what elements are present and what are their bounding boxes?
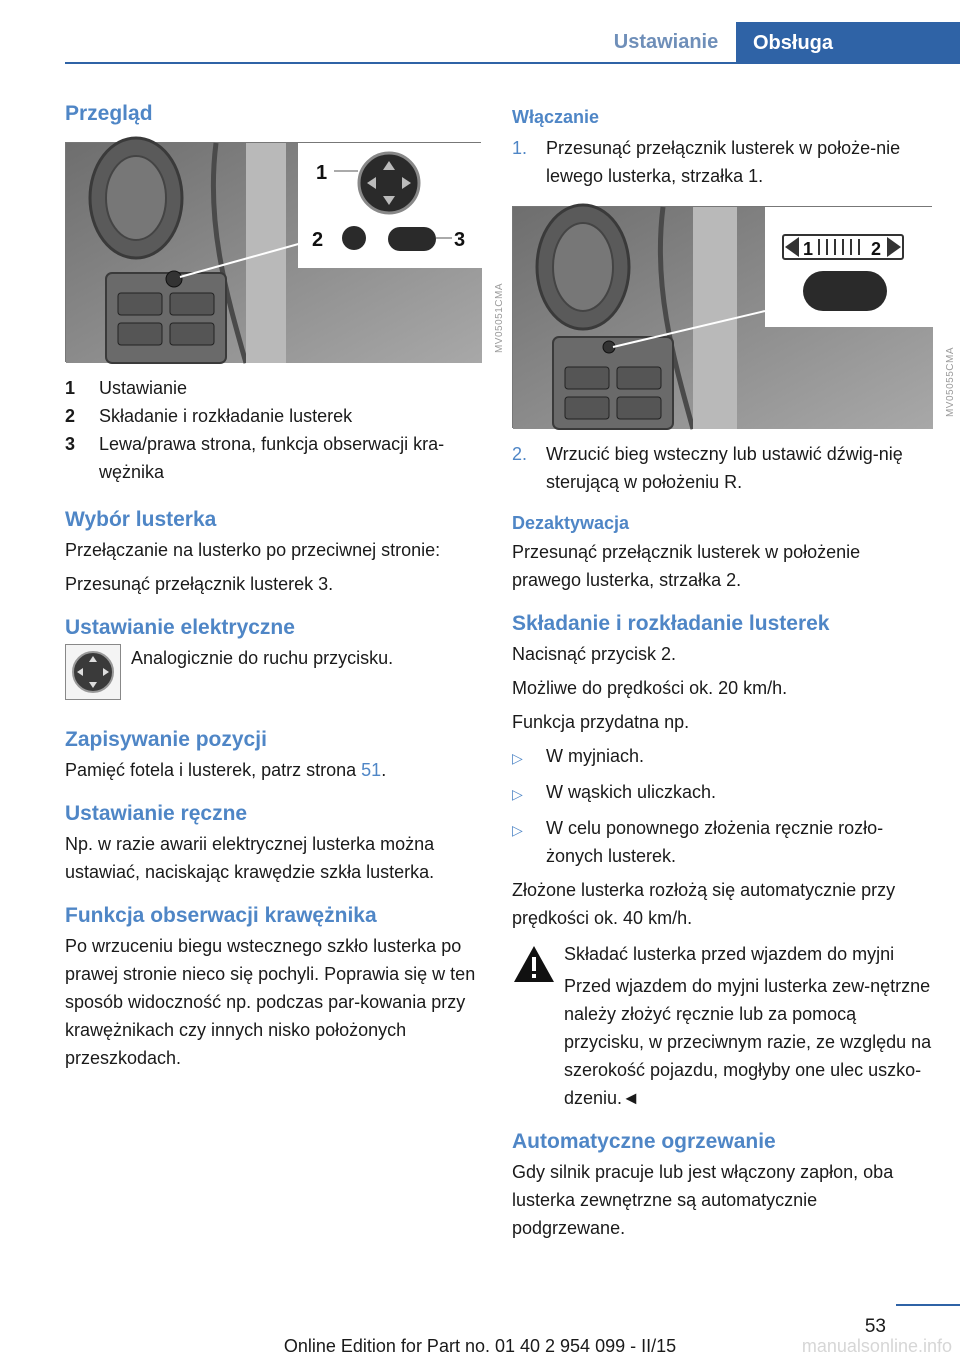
- fold-text-3: Funkcja przydatna np.: [512, 712, 690, 732]
- fold-text-1: Nacisnąć przycisk 2.: [512, 644, 677, 664]
- figure1-label-1: 1: [316, 162, 328, 184]
- heating-text: Gdy silnik pracuje lub jest włączony zapłon, oba lusterka zewnętrzne są automatycznie podgrzewane.: [512, 1162, 894, 1238]
- electric-adjust-text: Analogicznie do ruchu przycisku.: [131, 648, 394, 668]
- figure1-legend: [65, 374, 480, 486]
- curb-function-title: Funkcja obserwacji krawężnika: [65, 904, 377, 927]
- select-mirror-title: Wybór lusterka: [65, 508, 217, 531]
- edition-text: Online Edition for Part no. 01 40 2 954 099 - II/15: [283, 1336, 677, 1356]
- list-item: ▷ W celu ponownego złożenia ręcznie rozło-żonych lusterek.: [512, 814, 932, 870]
- select-mirror-text-1: Przełączanie na lusterko po przeciwnej stronie:: [65, 540, 441, 560]
- electric-adjust-row: [65, 644, 480, 700]
- fold-text-2: Możliwe do prędkości ok. 20 km/h.: [512, 678, 788, 698]
- legend-item: 3 Lewa/prawa strona, funkcja obserwacji kra-wężnika: [65, 434, 445, 482]
- figure2-label-2: 2: [871, 239, 882, 259]
- door-panel-illustration: [66, 143, 482, 363]
- figure2-code: MV05055CMA: [945, 347, 956, 418]
- triangle-bullet-icon: ▷: [512, 786, 523, 802]
- list-item: ▷ W wąskich uliczkach.: [512, 778, 932, 808]
- page-link-51[interactable]: 51: [361, 760, 382, 780]
- watermark: manualsonline.info: [801, 1336, 952, 1356]
- page-number: 53: [864, 1316, 886, 1337]
- manual-adjust-text: Np. w razie awarii elektrycznej lusterka można ustawiać, naciskając krawędzie szkła lusterka.: [65, 834, 435, 882]
- deactivation-title: Dezaktywacja: [512, 513, 630, 533]
- step-item: 1. Przesunąć przełącznik lusterek w położe-nie lewego lusterka, strzałka 1.: [512, 138, 901, 186]
- triangle-bullet-icon: ▷: [512, 822, 523, 838]
- fold-title: Składanie i rozkładanie lusterek: [512, 612, 830, 635]
- figure-mirror-switch: [512, 206, 956, 428]
- figure2-label-1: 1: [803, 239, 814, 259]
- warning-text: Przed wjazdem do myjni lusterka zew-nętrzne należy złożyć ręcznie lub za pomocą przycisku, w przeciwnym razie, ze względu na szerokość pojazdu, mogłyby one ulec uszko-dzeniu.◄: [564, 976, 932, 1108]
- activation-steps: [512, 134, 932, 190]
- mirror-joystick-icon: [65, 644, 121, 700]
- save-position-title: Zapisywanie pozycji: [65, 728, 267, 751]
- overview-title: Przegląd: [65, 102, 153, 125]
- legend-item: 2 Składanie i rozkładanie lusterek: [65, 406, 353, 426]
- mirror-switch-illustration: [513, 207, 933, 429]
- activation-title: Włączanie: [512, 107, 600, 127]
- fold-bullets: [512, 742, 932, 870]
- header-rule: [65, 62, 960, 64]
- step-item: 2. Wrzucić bieg wsteczny lub ustawić dźwig-nię sterującą w położeniu R.: [512, 444, 903, 492]
- legend-item: 1 Ustawianie: [65, 378, 188, 398]
- save-position-text: Pamięć fotela i lusterek, patrz strona 51.: [65, 760, 387, 780]
- figure1-code: MV05051CMA: [494, 283, 505, 354]
- warning-title: Składać lusterka przed wjazdem do myjni: [564, 944, 895, 964]
- fold-text-4: Złożone lusterka rozłożą się automatycznie przy prędkości ok. 40 km/h.: [512, 880, 896, 928]
- select-mirror-text-2: Przesunąć przełącznik lusterek 3.: [65, 574, 334, 594]
- footer-rule: [896, 1304, 960, 1306]
- figure-mirror-controls: [65, 142, 505, 362]
- deactivation-text: Przesunąć przełącznik lusterek w położenie prawego lusterka, strzałka 2.: [512, 542, 861, 590]
- figure1-label-3: 3: [454, 229, 466, 251]
- curb-function-text: Po wrzuceniu biegu wstecznego szkło lusterka po prawej stronie nieco się pochyli. Poprawia się w ten sposób widoczność np. podczas par-kowania przy krawężnikach czy innych nisko położonych przeszkodach.: [65, 936, 476, 1068]
- left-column: [65, 100, 505, 1072]
- activation-steps-2: [512, 440, 932, 496]
- right-column: [512, 104, 956, 1242]
- list-item: ▷ W myjniach.: [512, 742, 932, 772]
- electric-adjust-title: Ustawianie elektryczne: [65, 616, 295, 639]
- header-tab-section: Ustawianie: [613, 30, 719, 53]
- warning-triangle-icon: [512, 940, 556, 1112]
- heating-title: Automatyczne ogrzewanie: [512, 1130, 776, 1153]
- figure1-label-2: 2: [312, 229, 324, 251]
- manual-adjust-title: Ustawianie ręczne: [65, 802, 248, 825]
- warning-note: [512, 940, 932, 1112]
- triangle-bullet-icon: ▷: [512, 750, 523, 766]
- header-tab-chapter: Obsługa: [736, 22, 960, 64]
